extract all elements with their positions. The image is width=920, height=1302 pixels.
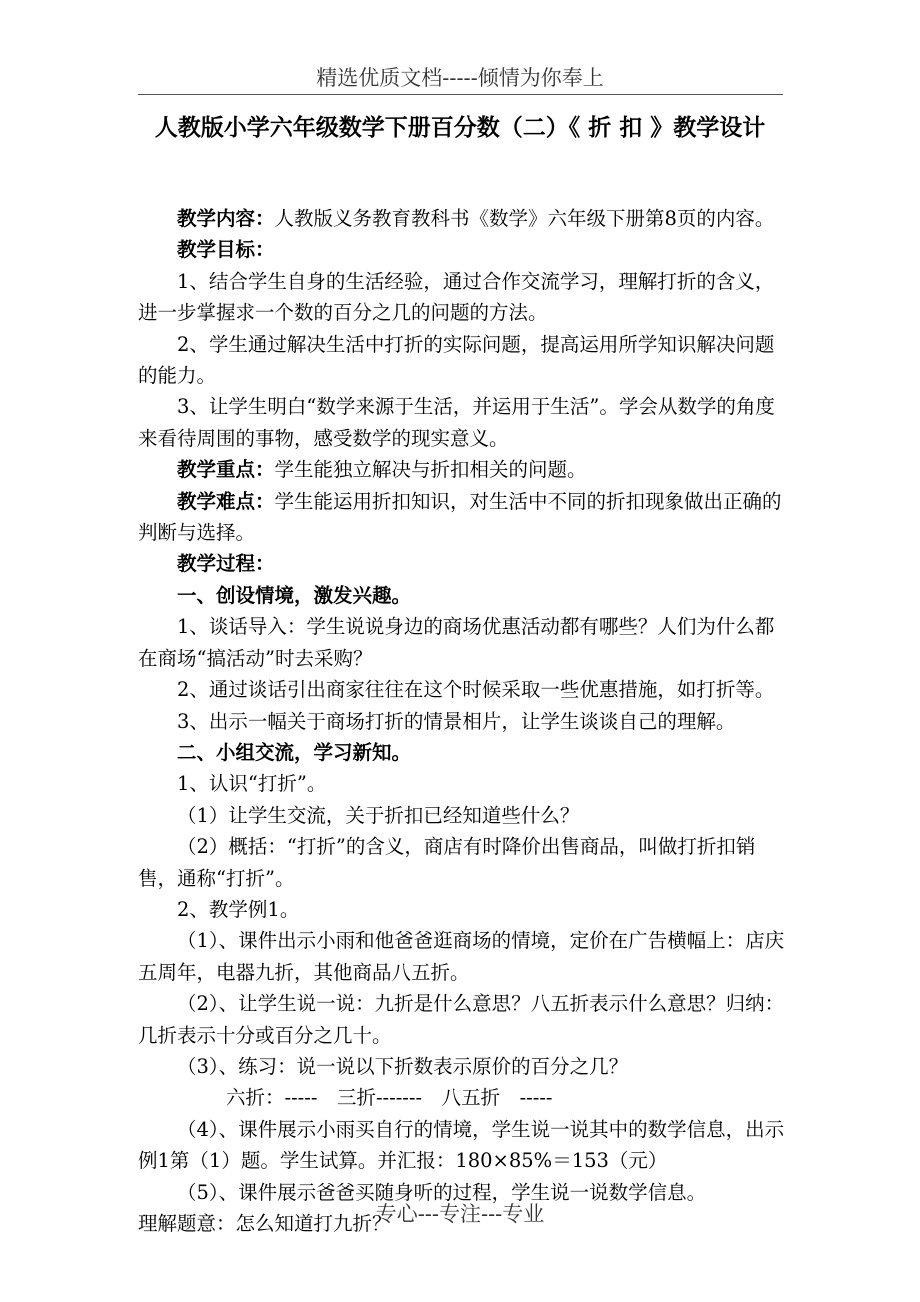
section-heading-2: 二、小组交流，学习新知。 xyxy=(177,740,412,764)
step-2-1: 1、认识“打折”。 xyxy=(177,772,327,796)
practice-blanks: 六折：----- 三折------- 八五折 ----- xyxy=(226,1086,553,1110)
page-header: 精选优质文档-----倾情为你奉上 xyxy=(316,66,604,90)
label-teaching-goals: 教学目标： xyxy=(177,238,275,262)
label-key-point: 教学重点： xyxy=(177,458,275,482)
label-teaching-content: 教学内容： xyxy=(177,207,275,230)
step-2-2-c: （3）、练习：说一说以下折数表示原价的百分之几？ xyxy=(177,1054,629,1078)
step-2-2-e: （5）、课件展示爸爸买随身听的过程，学生说一说数学信息。 xyxy=(177,1180,707,1204)
paragraph-teaching-content xyxy=(138,203,786,234)
document-title: 人教版小学六年级数学下册百分数（二）《 折 扣 》教学设计 xyxy=(154,115,766,141)
step-1-1: 1、谈话导入：学生说说身边的商场优惠活动都有哪些？人们为什么都在商场“搞活动”时去采购？ xyxy=(138,615,775,670)
understanding-question: 理解题意：怎么知道打九折？ xyxy=(138,1212,392,1235)
document-body xyxy=(138,203,786,1239)
step-2-1-a: （1）让学生交流，关于折扣已经知道些什么？ xyxy=(177,803,580,827)
text-key-point: 学生能独立解决与折扣相关的问题。 xyxy=(274,458,587,482)
goal-1: 1、结合学生自身的生活经验，通过合作交流学习，理解打折的含义，进一步掌握求一个数的百分之几的问题的方法。 xyxy=(138,269,775,325)
step-1-3: 3、出示一幅关于商场打折的情景相片，让学生谈谈自己的理解。 xyxy=(177,709,736,733)
goal-2: 2、学生通过解决生活中打折的实际问题，提高运用所学知识解决问题的能力。 xyxy=(138,332,775,388)
step-2-2: 2、教学例1。 xyxy=(177,897,300,921)
step-2-2-d: （4）、课件展示小雨买自行的情境，学生说一说其中的数学信息，出示例1第（1）题。学生试算。并汇报：180×85%＝153（元） xyxy=(138,1117,785,1173)
paragraph-key-point xyxy=(138,454,786,485)
text-difficulty: 学生能运用折扣知识，对生活中不同的折扣现象做出正确的判断与选择。 xyxy=(138,489,782,545)
paragraph-difficulty xyxy=(138,486,786,549)
section-heading-1: 一、创设情境，激发兴趣。 xyxy=(177,583,412,607)
step-2-2-a: （1）、课件出示小雨和他爸爸逛商场的情境，定价在广告横幅上：店庆五周年，电器九折，其他商品八五折。 xyxy=(138,929,785,984)
page-footer: 专心---专注---专业 xyxy=(375,1202,545,1226)
label-difficulty: 教学难点： xyxy=(177,489,275,513)
goal-3: 3、让学生明白“数学来源于生活，并运用于生活”。学会从数学的角度来看待周围的事物，感受数学的现实意义。 xyxy=(138,395,775,450)
step-1-2: 2、通过谈话引出商家往往在这个时候采取一些优惠措施，如打折等。 xyxy=(177,678,775,702)
step-2-2-b: （2）、让学生说一说：九折是什么意思？八五折表示什么意思？归纳：几折表示十分或百分之几十。 xyxy=(138,992,785,1047)
label-teaching-process: 教学过程： xyxy=(177,552,275,576)
header-divider xyxy=(138,94,783,95)
text-teaching-content: 人教版义务教育教科书《数学》六年级下册第8页的内容。 xyxy=(274,207,775,230)
step-2-1-b: （2）概括：“打折”的含义，商店有时降价出售商品，叫做打折扣销售，通称“打折”。 xyxy=(138,835,756,890)
